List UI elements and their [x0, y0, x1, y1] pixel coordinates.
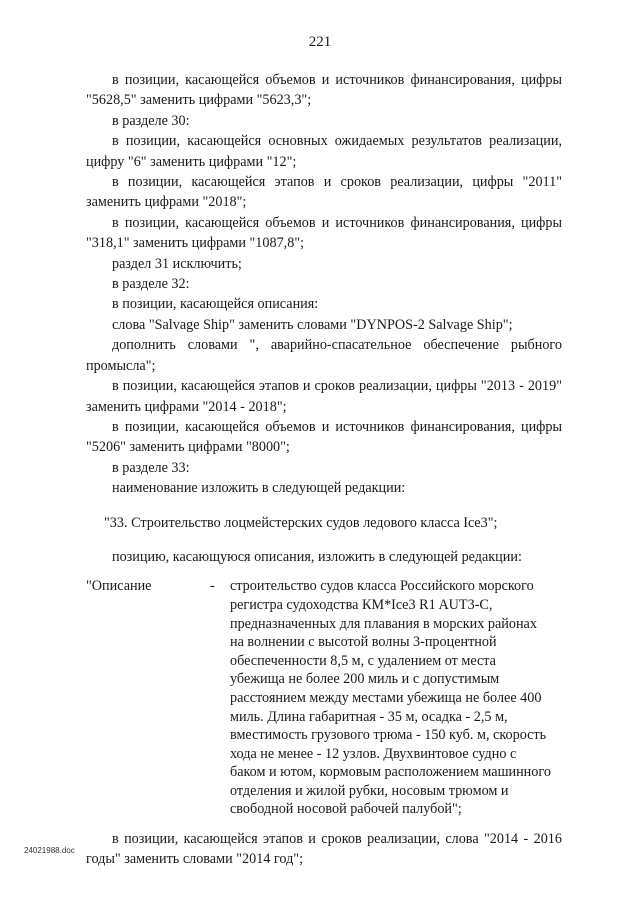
page-number: 221 [308, 34, 332, 50]
paragraph: в позиции, касающейся описания: [112, 296, 319, 313]
position-intro: позицию, касающуюся описания, изложить в следующей редакции: [112, 548, 522, 565]
paragraph: в позиции, касающейся объемов и источников финансирования, цифры "5206" заменить цифрами "8000"; [86, 418, 562, 456]
paragraph: в разделе 30: [112, 112, 190, 129]
paragraph: слова "Salvage Ship" заменить словами "DYNPOS-2 Salvage Ship"; [112, 316, 513, 333]
section-title-quote: "33. Строительство лоцмейстерских судов ледового класса Ice3"; [104, 514, 498, 531]
document-id: 24021988.doc [24, 846, 75, 855]
description-text: строительство судов класса Российского морского регистра судоходства КМ*Ice3 R1 AUT3-C, предназначенных для плавания в морских районах на волнении с высотой волны 3-процентной обеспеченности 8,5 м, с удалением от места убежища не более 200 миль и с допустимым расстоянием между местами убежища не более 400 миль. Длина габаритная - 35 м, осадка - 2,5 м, вместимость грузового трюма - 150 куб. м, скорость хода не менее - 12 узлов. Двухвинтовое судно с баком и ютом, кормовым расположением машинного отделения и жилой рубки, носовым трюмом и свободной носовой рабочей палубой"; [230, 578, 551, 818]
paragraph: в позиции, касающейся этапов и сроков реализации, цифры "2013 - 2019" заменить цифрами "2014 - 2018"; [86, 378, 562, 415]
paragraph: дополнить словами ", аварийно-спасательное обеспечение рыбного промысла"; [86, 337, 562, 374]
description-block [86, 577, 562, 819]
paragraph: в разделе 32: [112, 276, 190, 293]
description-label: "Описание [86, 578, 152, 595]
description-dash: - [210, 578, 215, 595]
document-body [86, 70, 562, 870]
paragraph: наименование изложить в следующей редакции: [112, 480, 406, 497]
paragraph: в позиции, касающейся объемов и источников финансирования, цифры "318,1" заменить цифрами "1087,8"; [86, 214, 562, 252]
paragraph: в позиции, касающейся этапов и сроков реализации, цифры "2011" заменить цифрами "2018"; [86, 174, 562, 211]
final-paragraph: в позиции, касающейся этапов и сроков реализации, слова "2014 - 2016 годы" заменить словами "2014 год"; [86, 831, 562, 868]
paragraph: раздел 31 исключить; [112, 255, 242, 272]
paragraph: в позиции, касающейся объемов и источников финансирования, цифры "5628,5" заменить цифрами "5623,3"; [86, 72, 562, 109]
paragraph: в разделе 33: [112, 459, 190, 476]
paragraph: в позиции, касающейся основных ожидаемых результатов реализации, цифру "6" заменить цифрами "12"; [86, 133, 562, 170]
